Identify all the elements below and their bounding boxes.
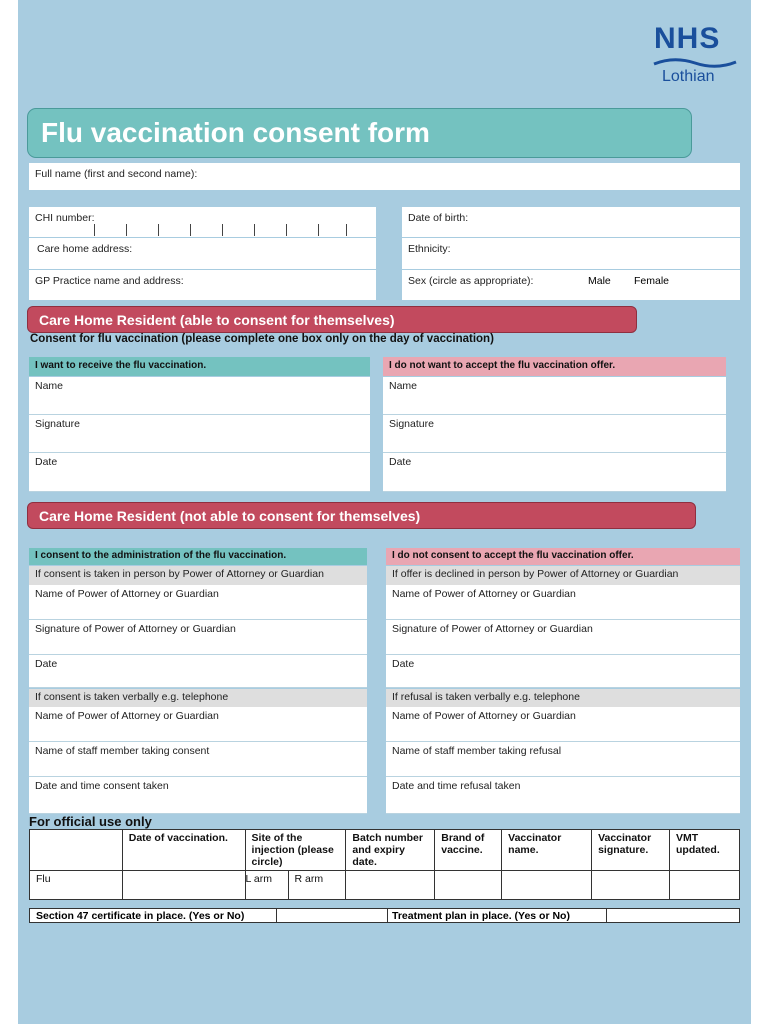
section1-left-signature[interactable] [29, 415, 370, 453]
field-label: Signature of Power of Attorney or Guardian [35, 623, 236, 635]
field-label: Name of Power of Attorney or Guardian [392, 588, 576, 600]
official-date-cell[interactable] [122, 871, 245, 900]
chi-digit-divider [286, 224, 287, 236]
date-of-birth-label: Date of birth: [408, 212, 469, 224]
field-label: Date [389, 456, 412, 468]
section1-left-date[interactable] [29, 453, 370, 492]
field-label: Signature [35, 418, 80, 430]
care-home-address-field[interactable] [29, 238, 376, 269]
chi-digit-divider [222, 224, 223, 236]
care-home-address-label: Care home address: [37, 243, 133, 255]
nhs-logo-text: NHS [654, 22, 721, 55]
sex-field[interactable] [402, 270, 740, 300]
nhs-logo-region: Lothian [662, 68, 715, 85]
field-label: Date and time consent taken [35, 780, 169, 792]
official-site-cell[interactable] [245, 871, 346, 900]
section1-left-header: I want to receive the flu vaccination. [29, 357, 370, 376]
field-label: Signature [389, 418, 434, 430]
section2-right-poa-name-verbal[interactable] [386, 707, 740, 742]
section2-title-bar [27, 502, 696, 529]
ethnicity-field[interactable] [402, 238, 740, 269]
date-of-birth-field[interactable] [402, 207, 740, 237]
sex-label: Sex (circle as appropriate): [408, 275, 534, 287]
sex-option-female[interactable]: Female [634, 275, 670, 287]
official-header-blank [30, 830, 123, 871]
section1-title-bar [27, 306, 637, 333]
nhs-logo [650, 22, 742, 90]
site-r-arm[interactable]: R arm [294, 873, 324, 885]
chi-digit-divider [190, 224, 191, 236]
chi-digit-divider [254, 224, 255, 236]
section2-left-staff-name[interactable] [29, 742, 367, 777]
chi-digit-divider [318, 224, 319, 236]
field-label: Name of Power of Attorney or Guardian [35, 588, 219, 600]
section1-left-name[interactable] [29, 377, 370, 415]
section2-left-sub-in-person: If consent is taken in person by Power of Attorney or Guardian [29, 566, 367, 585]
chi-number-label: CHI number: [35, 212, 95, 224]
official-header-vmt: VMT updated. [670, 830, 740, 871]
section2-right-date[interactable] [386, 655, 740, 688]
section2-right-poa-name[interactable] [386, 585, 740, 620]
gp-practice-label: GP Practice name and address: [35, 275, 184, 287]
chi-digit-divider [126, 224, 127, 236]
form-title-bar [27, 108, 692, 158]
full-name-field[interactable] [29, 163, 740, 190]
section2-left-poa-name[interactable] [29, 585, 367, 620]
section1-subtitle: Consent for flu vaccination (please complete one box only on the day of vaccination) [30, 333, 494, 345]
treatment-plan-label: Treatment plan in place. (Yes or No) [392, 910, 570, 922]
section2-left-date[interactable] [29, 655, 367, 688]
form-title: Flu vaccination consent form [41, 117, 430, 148]
field-label: Signature of Power of Attorney or Guardian [392, 623, 593, 635]
chi-number-field[interactable] [29, 207, 376, 237]
section2-left-header: I consent to the administration of the flu vaccination. [29, 548, 367, 565]
gp-practice-field[interactable] [29, 270, 376, 300]
official-vmt-cell[interactable] [670, 871, 740, 900]
official-brand-cell[interactable] [435, 871, 502, 900]
section2-title: Care Home Resident (not able to consent for themselves) [39, 508, 421, 524]
section2-right-staff-name[interactable] [386, 742, 740, 777]
section47-answer[interactable] [276, 909, 388, 922]
section2-right-sub-in-person: If offer is declined in person by Power of Attorney or Guardian [386, 566, 740, 585]
sex-option-male[interactable]: Male [588, 275, 611, 287]
chi-digit-divider [94, 224, 95, 236]
field-label: Name [389, 380, 418, 392]
official-row-label: Flu [30, 871, 123, 900]
field-label: Name of staff member taking refusal [392, 745, 562, 757]
section47-label: Section 47 certificate in place. (Yes or No) [36, 910, 245, 922]
field-label: Name of Power of Attorney or Guardian [35, 710, 219, 722]
section2-right-poa-signature[interactable] [386, 620, 740, 655]
site-l-arm[interactable]: L arm [246, 871, 289, 899]
official-batch-cell[interactable] [346, 871, 435, 900]
section2-right-datetime[interactable] [386, 777, 740, 814]
official-header-brand: Brand of vaccine. [435, 830, 502, 871]
official-header-site: Site of the injection (please circle) [245, 830, 346, 871]
field-label: Name of staff member taking consent [35, 745, 210, 757]
chi-digit-divider [158, 224, 159, 236]
field-label: Name of Power of Attorney or Guardian [392, 710, 576, 722]
section2-left-sub-verbal: If consent is taken verbally e.g. telephone [29, 689, 367, 707]
certificate-row [29, 908, 740, 923]
official-use-title: For official use only [29, 814, 152, 829]
official-header-vaccinator-name: Vaccinator name. [502, 830, 592, 871]
field-label: Date [35, 456, 58, 468]
section2-left-poa-name-verbal[interactable] [29, 707, 367, 742]
official-header-batch: Batch number and expiry date. [346, 830, 435, 871]
field-label: Date [392, 658, 415, 670]
section1-right-signature[interactable] [383, 415, 726, 453]
section1-title: Care Home Resident (able to consent for themselves) [39, 312, 395, 328]
section2-left-datetime[interactable] [29, 777, 367, 814]
official-header-vaccinator-signature: Vaccinator signature. [592, 830, 670, 871]
field-label: Name [35, 380, 64, 392]
official-vaccinator-name-cell[interactable] [502, 871, 592, 900]
field-label: Date [35, 658, 58, 670]
official-vaccinator-signature-cell[interactable] [592, 871, 670, 900]
ethnicity-label: Ethnicity: [408, 243, 451, 255]
section2-right-header: I do not consent to accept the flu vaccination offer. [386, 548, 740, 565]
treatment-plan-answer[interactable] [606, 909, 740, 922]
section2-left-poa-signature[interactable] [29, 620, 367, 655]
official-header-date: Date of vaccination. [122, 830, 245, 871]
full-name-label: Full name (first and second name): [35, 168, 198, 180]
chi-digit-divider [346, 224, 347, 236]
field-label: Date and time refusal taken [392, 780, 521, 792]
section1-right-header: I do not want to accept the flu vaccination offer. [383, 357, 726, 376]
section1-right-date[interactable] [383, 453, 726, 492]
official-use-table [29, 829, 740, 900]
section2-right-sub-verbal: If refusal is taken verbally e.g. telephone [386, 689, 740, 707]
section1-right-name[interactable] [383, 377, 726, 415]
